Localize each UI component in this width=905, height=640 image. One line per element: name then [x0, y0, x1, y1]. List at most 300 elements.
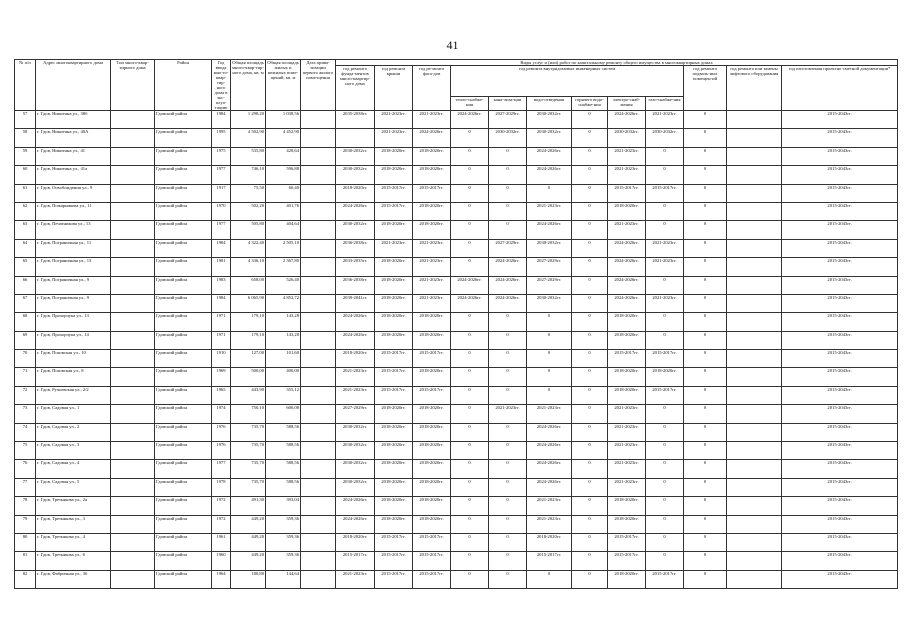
row-lift: [727, 368, 782, 386]
row-lift: [727, 129, 782, 147]
row-electric: 2030-2032гг.: [608, 129, 646, 147]
row-water: 2018-2020гг.: [527, 533, 572, 551]
row-hotwater: 0: [572, 294, 608, 312]
row-total-area: 180,80: [231, 570, 266, 588]
row-facade: 2021-2023гг.: [413, 111, 451, 129]
row-type: [111, 552, 155, 570]
row-res-area: 428,64: [266, 147, 301, 165]
row-gas: 2015-2017гг.: [646, 184, 684, 202]
row-facade: 2018-2020гг.: [413, 423, 451, 441]
row-facade: 2018-2020гг.: [413, 478, 451, 496]
col-priv-date: Дата прива-тизации первого жилого поме-щения: [301, 60, 336, 111]
table-row: [15, 129, 898, 147]
col-water: водо-отведения: [527, 97, 572, 111]
row-priv-date: [301, 239, 336, 257]
row-water: 2024-2026гг.: [527, 166, 572, 184]
row-sewer: 0: [489, 497, 527, 515]
row-electric: 2024-2026гг.: [608, 276, 646, 294]
row-address: г. Гдов, Пограничная ул., 9: [36, 294, 111, 312]
row-heat: 0: [451, 515, 489, 533]
row-hotwater: 0: [572, 350, 608, 368]
row-number: 74: [15, 423, 36, 441]
row-district: Гдовский район: [155, 313, 212, 331]
row-basement: 0: [684, 129, 727, 147]
row-year: 1983: [212, 276, 231, 294]
row-basement: 0: [684, 350, 727, 368]
row-priv-date: [301, 147, 336, 165]
row-district: Гдовский район: [155, 533, 212, 551]
table-body: [15, 111, 898, 589]
row-water: 2027-2029гг.: [527, 276, 572, 294]
row-year: 1974: [212, 405, 231, 423]
row-gas: 0: [646, 313, 684, 331]
row-heat: 0: [451, 184, 489, 202]
row-basement: 0: [684, 202, 727, 220]
row-lift: [727, 313, 782, 331]
col-total-area: Общая площадь много-квар-тир-ного дома, кв. м: [231, 60, 266, 111]
row-electric: 2021-2023гг.: [608, 405, 646, 423]
row-district: Гдовский район: [155, 460, 212, 478]
row-type: [111, 442, 155, 460]
row-sewer: 0: [489, 331, 527, 349]
row-priv-date: [301, 497, 336, 515]
row-district: Гдовский район: [155, 497, 212, 515]
row-facade: 2018-2020гг.: [413, 497, 451, 515]
row-facade: 2015-2017гг.: [413, 184, 451, 202]
col-foundation: год ремонта фунда-ментов много-квартир-ного дома: [336, 66, 375, 111]
row-project: 2015-2043гг.: [782, 497, 898, 515]
row-roof: 2015-2017гг.: [375, 386, 413, 404]
row-year: 1977: [212, 221, 231, 239]
row-facade: 2021-2023гг.: [413, 276, 451, 294]
row-address: г. Гдов, Садовая ул., 2: [36, 423, 111, 441]
col-basement: год ремонта подваль-ных помещен-ий: [684, 66, 727, 111]
row-hotwater: 0: [572, 405, 608, 423]
col-res-area: Общая площадь жилых и нежилых поме-щений, кв. м: [266, 60, 301, 111]
row-water: 2021-2023гг.: [527, 497, 572, 515]
row-hotwater: 0: [572, 552, 608, 570]
row-hotwater: 0: [572, 460, 608, 478]
row-heat: 0: [451, 368, 489, 386]
row-facade: 2024-2026гг.: [413, 129, 451, 147]
row-electric: 2018-2020гг.: [608, 331, 646, 349]
row-facade: 2015-2017гг.: [413, 350, 451, 368]
table-row: [15, 497, 898, 515]
row-district: Гдовский район: [155, 111, 212, 129]
row-basement: 0: [684, 460, 727, 478]
row-type: [111, 350, 155, 368]
row-district: Гдовский район: [155, 570, 212, 588]
row-gas: 2030-2032гг.: [646, 129, 684, 147]
row-basement: 0: [684, 331, 727, 349]
row-res-area: 393,04: [266, 497, 301, 515]
row-district: Гдовский район: [155, 515, 212, 533]
row-water: 0: [527, 386, 572, 404]
row-sewer: 2030-2032гг.: [489, 129, 527, 147]
row-number: 78: [15, 497, 36, 515]
row-total-area: 658,00: [231, 276, 266, 294]
row-res-area: 588,56: [266, 460, 301, 478]
row-basement: 0: [684, 276, 727, 294]
row-number: 63: [15, 221, 36, 239]
row-total-area: 127,00: [231, 350, 266, 368]
row-number: 68: [15, 313, 36, 331]
row-lift: [727, 276, 782, 294]
row-type: [111, 515, 155, 533]
row-type: [111, 294, 155, 312]
row-sewer: 0: [489, 442, 527, 460]
row-sewer: 2021-2023гг.: [489, 405, 527, 423]
row-electric: 2015-2017гг.: [608, 184, 646, 202]
row-total-area: 500,00: [231, 368, 266, 386]
row-roof: 2021-2023гг.: [375, 239, 413, 257]
row-project: 2015-2043гг.: [782, 570, 898, 588]
row-type: [111, 184, 155, 202]
row-number: 82: [15, 570, 36, 588]
table-row: [15, 405, 898, 423]
row-total-area: 449,20: [231, 533, 266, 551]
row-year: 1917: [212, 184, 231, 202]
row-water: 2030-2032гг.: [527, 239, 572, 257]
row-total-area: 4 336,10: [231, 258, 266, 276]
row-roof: 2015-2017гг.: [375, 533, 413, 551]
row-electric: 2018-2020гг.: [608, 202, 646, 220]
row-foundation: 2035-2038гг.: [336, 111, 375, 129]
row-res-area: 404,64: [266, 221, 301, 239]
row-basement: 0: [684, 442, 727, 460]
row-sewer: 2027-2029гг.: [489, 239, 527, 257]
row-roof: 2018-2020гг.: [375, 460, 413, 478]
row-roof: 2018-2020гг.: [375, 478, 413, 496]
row-type: [111, 147, 155, 165]
row-year: 1978: [212, 478, 231, 496]
row-project: 2015-2043гг.: [782, 111, 898, 129]
row-hotwater: 0: [572, 129, 608, 147]
row-facade: 2018-2020гг.: [413, 460, 451, 478]
row-project: 2015-2043гг.: [782, 166, 898, 184]
row-number: 75: [15, 442, 36, 460]
row-number: 80: [15, 533, 36, 551]
row-number: 81: [15, 552, 36, 570]
row-type: [111, 368, 155, 386]
row-address: г. Гдов, Пограничная ул., 13: [36, 258, 111, 276]
row-hotwater: 0: [572, 111, 608, 129]
row-number: 76: [15, 460, 36, 478]
row-electric: 2018-2020гг.: [608, 515, 646, 533]
row-facade: 2021-2023гг.: [413, 258, 451, 276]
row-heat: 0: [451, 258, 489, 276]
row-facade: 2018-2020гг.: [413, 368, 451, 386]
row-roof: 2021-2023гг.: [375, 111, 413, 129]
row-district: Гдовский район: [155, 239, 212, 257]
row-total-area: 502,20: [231, 202, 266, 220]
row-number: 65: [15, 258, 36, 276]
row-lift: [727, 570, 782, 588]
row-type: [111, 313, 155, 331]
row-priv-date: [301, 331, 336, 349]
row-basement: 0: [684, 405, 727, 423]
row-foundation: 2030-2032гг.: [336, 460, 375, 478]
col-num: № п/п: [15, 60, 36, 111]
row-project: 2015-2043гг.: [782, 350, 898, 368]
row-number: 70: [15, 350, 36, 368]
row-project: 2015-2043гг.: [782, 331, 898, 349]
table-row: [15, 276, 898, 294]
row-basement: 0: [684, 533, 727, 551]
row-res-area: 400,00: [266, 368, 301, 386]
row-heat: 2024-2026гг.: [451, 294, 489, 312]
row-district: Гдовский район: [155, 276, 212, 294]
row-water: 0: [527, 368, 572, 386]
row-gas: 2018-2020гг.: [646, 368, 684, 386]
row-basement: 0: [684, 570, 727, 588]
col-hotwater: горячего водо-снабже-ния: [572, 97, 608, 111]
table-row: [15, 515, 898, 533]
row-project: 2015-2043гг.: [782, 515, 898, 533]
row-total-area: 746,10: [231, 166, 266, 184]
row-total-area: 443,90: [231, 386, 266, 404]
row-number: 64: [15, 239, 36, 257]
row-priv-date: [301, 460, 336, 478]
row-sewer: 0: [489, 368, 527, 386]
row-foundation: 2021-2023гг.: [336, 368, 375, 386]
row-priv-date: [301, 129, 336, 147]
row-year: 1981: [212, 258, 231, 276]
row-type: [111, 570, 155, 588]
row-year: 1977: [212, 460, 231, 478]
row-lift: [727, 221, 782, 239]
row-foundation: [336, 129, 375, 147]
row-address: г. Гдов, Садовая ул., 5: [36, 478, 111, 496]
row-address: г. Гдов, Прохорчука ул., 13: [36, 313, 111, 331]
row-water: 2030-2032гг.: [527, 129, 572, 147]
table-row: [15, 239, 898, 257]
row-water: 0: [527, 350, 572, 368]
row-lift: [727, 202, 782, 220]
row-electric: 2024-2026гг.: [608, 258, 646, 276]
row-sewer: 0: [489, 166, 527, 184]
row-type: [111, 405, 155, 423]
row-project: 2015-2043гг.: [782, 423, 898, 441]
row-priv-date: [301, 386, 336, 404]
row-gas: 2021-2023гг.: [646, 111, 684, 129]
row-gas: 2015-2017гг.: [646, 350, 684, 368]
row-water: 2021-2023гг.: [527, 202, 572, 220]
row-foundation: 2030-2032гг.: [336, 166, 375, 184]
row-district: Гдовский район: [155, 129, 212, 147]
row-roof: 2018-2020гг.: [375, 147, 413, 165]
table-row: [15, 570, 898, 588]
row-gas: 2015-2017гг.: [646, 386, 684, 404]
row-roof: 2021-2023гг.: [375, 129, 413, 147]
row-hotwater: 0: [572, 239, 608, 257]
row-project: 2015-2043гг.: [782, 202, 898, 220]
row-res-area: 143,28: [266, 331, 301, 349]
row-priv-date: [301, 350, 336, 368]
row-total-area: 735,70: [231, 460, 266, 478]
row-heat: 2024-2026гг.: [451, 276, 489, 294]
row-facade: 2018-2020гг.: [413, 166, 451, 184]
row-lift: [727, 331, 782, 349]
row-address: г. Гдов, Псковская ул., 8: [36, 368, 111, 386]
row-type: [111, 423, 155, 441]
row-type: [111, 386, 155, 404]
row-total-area: 75,50: [231, 184, 266, 202]
row-total-area: 735,70: [231, 423, 266, 441]
row-type: [111, 221, 155, 239]
row-electric: 2021-2023гг.: [608, 166, 646, 184]
row-basement: 0: [684, 423, 727, 441]
row-heat: 0: [451, 166, 489, 184]
row-electric: 2018-2020гг.: [608, 386, 646, 404]
row-basement: 0: [684, 258, 727, 276]
col-systems-group: год ремонта внутридомовых инженерных систем: [451, 66, 684, 97]
table-row: [15, 552, 898, 570]
table-row: [15, 460, 898, 478]
row-hotwater: 0: [572, 497, 608, 515]
row-electric: 2015-2017гг.: [608, 552, 646, 570]
table-row: [15, 442, 898, 460]
row-address: г. Гдов, Прохорчука ул., 14: [36, 331, 111, 349]
row-heat: 0: [451, 129, 489, 147]
row-roof: 2018-2020гг.: [375, 405, 413, 423]
row-hotwater: 0: [572, 570, 608, 588]
row-project: 2015-2043гг.: [782, 276, 898, 294]
row-address: г. Гдов, Пограничная ул., 11: [36, 239, 111, 257]
row-facade: 2018-2020гг.: [413, 313, 451, 331]
row-res-area: 1 038,56: [266, 111, 301, 129]
row-sewer: 0: [489, 515, 527, 533]
row-facade: 2015-2017гг.: [413, 533, 451, 551]
row-electric: 2018-2020гг.: [608, 570, 646, 588]
table-row: [15, 147, 898, 165]
row-sewer: 0: [489, 552, 527, 570]
row-number: 59: [15, 147, 36, 165]
row-district: Гдовский район: [155, 442, 212, 460]
row-electric: 2021-2023гг.: [608, 460, 646, 478]
row-type: [111, 276, 155, 294]
row-roof: 2015-2017гг.: [375, 368, 413, 386]
row-total-area: 750,10: [231, 405, 266, 423]
row-priv-date: [301, 221, 336, 239]
row-foundation: 2021-2023гг.: [336, 386, 375, 404]
row-project: 2015-2043гг.: [782, 478, 898, 496]
capital-repair-table: [14, 59, 898, 589]
row-total-area: 449,20: [231, 515, 266, 533]
row-priv-date: [301, 533, 336, 551]
row-total-area: 179,10: [231, 331, 266, 349]
row-district: Гдовский район: [155, 221, 212, 239]
row-type: [111, 239, 155, 257]
row-sewer: 2027-2029гг.: [489, 111, 527, 129]
row-hotwater: 0: [572, 221, 608, 239]
row-lift: [727, 442, 782, 460]
row-electric: 2015-2017гг.: [608, 533, 646, 551]
row-type: [111, 478, 155, 496]
row-foundation: 2036-2038гг.: [336, 276, 375, 294]
row-district: Гдовский район: [155, 166, 212, 184]
row-res-area: 60,40: [266, 184, 301, 202]
row-priv-date: [301, 258, 336, 276]
row-address: г. Гдов, Пожарникова ул., 11: [36, 202, 111, 220]
row-priv-date: [301, 276, 336, 294]
row-basement: 0: [684, 147, 727, 165]
row-lift: [727, 423, 782, 441]
row-heat: 0: [451, 460, 489, 478]
row-res-area: 588,56: [266, 442, 301, 460]
row-basement: 0: [684, 497, 727, 515]
row-water: 2030-2032гг.: [527, 294, 572, 312]
row-gas: 2021-2023гг.: [646, 294, 684, 312]
row-priv-date: [301, 515, 336, 533]
row-gas: 2015-2017гг.: [646, 570, 684, 588]
row-project: 2015-2043гг.: [782, 147, 898, 165]
col-gas: газо-снабже-ния: [646, 97, 684, 111]
row-heat: 0: [451, 202, 489, 220]
row-hotwater: 0: [572, 166, 608, 184]
row-water: 2024-2026гг.: [527, 221, 572, 239]
row-gas: 0: [646, 423, 684, 441]
row-roof: 2018-2020гг.: [375, 423, 413, 441]
row-sewer: 2024-2026гг.: [489, 258, 527, 276]
col-lift: год ремонта или замены лифтового оборудования: [727, 66, 782, 111]
row-res-area: 2 367,80: [266, 258, 301, 276]
row-roof: 2018-2020гг.: [375, 313, 413, 331]
row-foundation: 2024-2026гг.: [336, 515, 375, 533]
row-facade: 2021-2023гг.: [413, 294, 451, 312]
row-district: Гдовский район: [155, 478, 212, 496]
row-facade: 2018-2020гг.: [413, 221, 451, 239]
row-foundation: 2021-2023гг.: [336, 570, 375, 588]
row-address: г. Гдов, Третьякова ул., 3: [36, 515, 111, 533]
row-address: г. Гдов, Никитина ул., 41: [36, 147, 111, 165]
row-priv-date: [301, 442, 336, 460]
row-total-area: 449,20: [231, 552, 266, 570]
row-total-area: 179,10: [231, 313, 266, 331]
row-hotwater: 0: [572, 515, 608, 533]
row-address: г. Гдов, Псковская ул., 10: [36, 350, 111, 368]
row-type: [111, 460, 155, 478]
row-gas: 0: [646, 166, 684, 184]
row-priv-date: [301, 184, 336, 202]
row-water: 2015-2017гг.: [527, 552, 572, 570]
row-address: г. Гдов, Третьякова ул., 4: [36, 533, 111, 551]
row-year: 1976: [212, 423, 231, 441]
row-foundation: 2030-2032гг.: [336, 147, 375, 165]
row-hotwater: 0: [572, 276, 608, 294]
row-hotwater: 0: [572, 258, 608, 276]
row-sewer: 2024-2026гг.: [489, 276, 527, 294]
page-number: 41: [446, 38, 459, 52]
row-number: 60: [15, 166, 36, 184]
table-row: [15, 533, 898, 551]
row-electric: 2015-2017гг.: [608, 350, 646, 368]
table-row: [15, 202, 898, 220]
row-res-area: 2 505,10: [266, 239, 301, 257]
row-res-area: 101,60: [266, 350, 301, 368]
row-roof: 2015-2017гг.: [375, 552, 413, 570]
table-row: [15, 221, 898, 239]
row-sewer: 0: [489, 313, 527, 331]
row-res-area: 401,76: [266, 202, 301, 220]
row-sewer: 2024-2026гг.: [489, 294, 527, 312]
row-foundation: 2030-2032гг.: [336, 478, 375, 496]
row-water: 2030-2032гг.: [527, 111, 572, 129]
row-roof: 2015-2017гг.: [375, 184, 413, 202]
row-total-area: 735,70: [231, 442, 266, 460]
row-electric: 2018-2020гг.: [608, 497, 646, 515]
table-row: [15, 478, 898, 496]
